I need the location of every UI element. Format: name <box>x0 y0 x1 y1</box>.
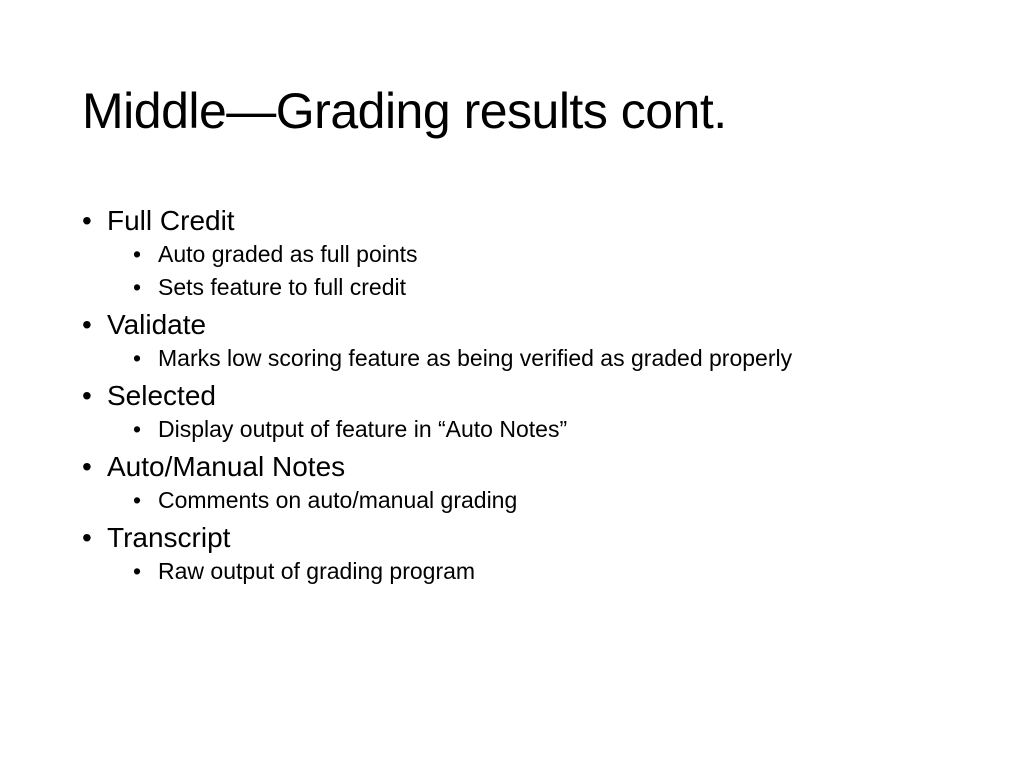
bullet-list <box>82 203 962 591</box>
bullet-label: Auto/Manual Notes <box>107 451 346 482</box>
slide-title: Middle—Grading results cont. <box>82 83 727 139</box>
sub-bullet-item <box>133 558 858 585</box>
bullet-item <box>82 307 962 372</box>
bullet-icon: • <box>82 205 92 236</box>
bullet-label: Transcript <box>107 522 231 553</box>
sub-bullet-list <box>107 558 962 585</box>
bullet-icon: • <box>133 274 142 300</box>
bullet-label: Validate <box>107 309 207 340</box>
sub-bullet-item <box>133 274 858 301</box>
sub-bullet-list <box>107 487 962 514</box>
bullet-icon: • <box>133 241 142 267</box>
sub-bullet-label: Comments on auto/manual grading <box>158 487 518 513</box>
bullet-icon: • <box>82 309 92 340</box>
sub-bullet-item <box>133 416 858 443</box>
bullet-label: Selected <box>107 380 216 411</box>
sub-bullet-label: Sets feature to full credit <box>158 274 407 300</box>
sub-bullet-label: Display output of feature in “Auto Notes” <box>158 416 568 442</box>
sub-bullet-label: Marks low scoring feature as being verified as graded properly <box>158 345 793 371</box>
sub-bullet-list <box>107 241 962 301</box>
bullet-icon: • <box>133 345 142 371</box>
bullet-icon: • <box>82 522 92 553</box>
sub-bullet-list <box>107 345 962 372</box>
sub-bullet-list <box>107 416 962 443</box>
bullet-icon: • <box>82 380 92 411</box>
bullet-icon: • <box>133 487 142 513</box>
bullet-item <box>82 203 962 301</box>
sub-bullet-item <box>133 487 858 514</box>
bullet-icon: • <box>133 558 142 584</box>
sub-bullet-label: Auto graded as full points <box>158 241 418 267</box>
bullet-item <box>82 520 962 585</box>
sub-bullet-label: Raw output of grading program <box>158 558 476 584</box>
bullet-label: Full Credit <box>107 205 235 236</box>
sub-bullet-item <box>133 345 858 372</box>
bullet-icon: • <box>133 416 142 442</box>
bullet-item <box>82 449 962 514</box>
bullet-item <box>82 378 962 443</box>
bullet-icon: • <box>82 451 92 482</box>
sub-bullet-item <box>133 241 858 268</box>
